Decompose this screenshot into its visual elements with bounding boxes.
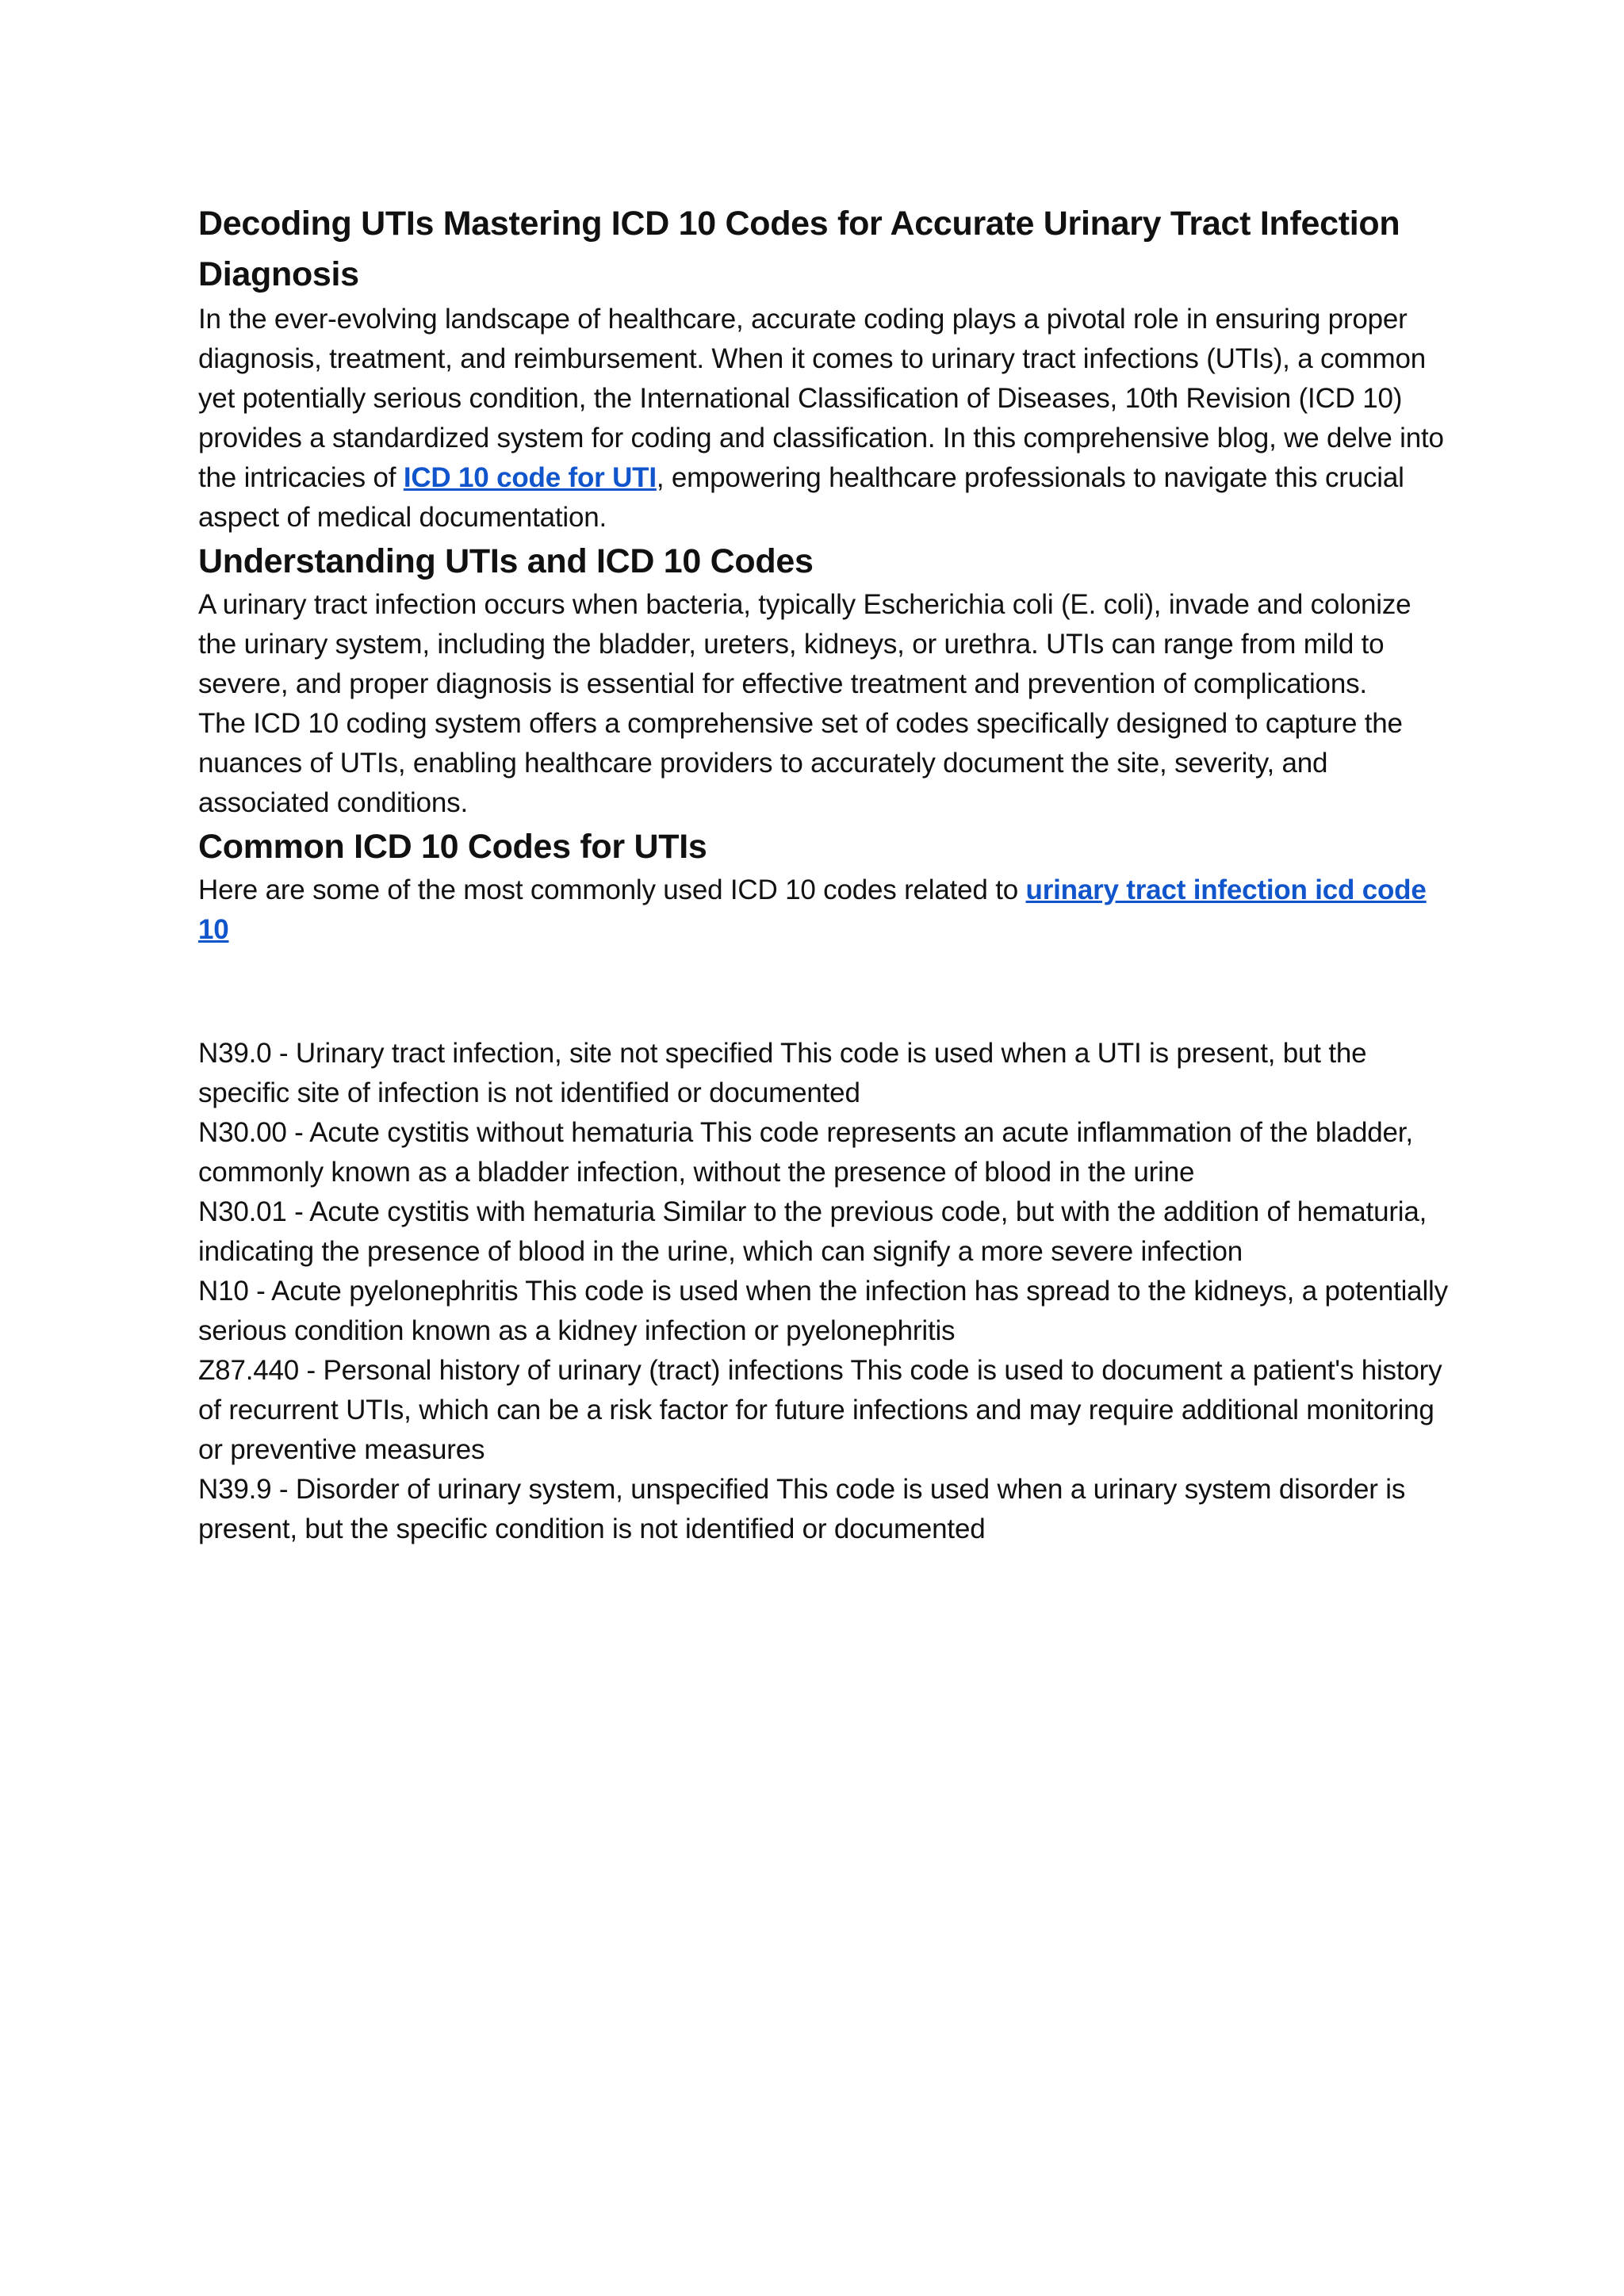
list-item: N39.0 - Urinary tract infection, site not specified This code is used when a UTI is present, but the specific site of infection is not identified or documented [198,1038,1367,1108]
document-page [198,198,1451,1549]
list-item: N30.00 - Acute cystitis without hematuria This code represents an acute inflammation of the bladder, commonly known as a bladder infection, without the presence of blood in the urine [198,1117,1413,1188]
page-title: Decoding UTIs Mastering ICD 10 Codes for Accurate Urinary Tract Infection Diagnosis [198,205,1400,293]
intro-text-before-link: In the ever-evolving landscape of healthcare, accurate coding plays a pivotal role in ensuring proper diagnosis, treatment, and reimbursement. When it comes to urinary tract infections (UTIs), a common yet potentially serious condition, the International Classification of Diseases, 10th Revision (ICD 10) provides a standardized system for coding and classification. In this comprehensive blog, we delve into the intricacies of [198,304,1444,493]
section-heading-understanding: Understanding UTIs and ICD 10 Codes [198,542,814,580]
icd-code-list [198,1034,1451,1549]
common-intro-text: Here are some of the most commonly used ICD 10 codes related to [198,874,1026,905]
intro-paragraph [198,300,1451,538]
intro-text-after-link: , empowering healthcare professionals to navigate this crucial aspect of medical documentation. [198,462,1404,533]
list-item: N39.9 - Disorder of urinary system, unspecified This code is used when a urinary system disorder is present, but the specific condition is not identified or documented [198,1474,1406,1544]
icd-10-code-for-uti-link[interactable]: ICD 10 code for UTI [403,462,657,493]
common-codes-intro [198,871,1451,950]
urinary-tract-infection-icd-code-link[interactable]: urinary tract infection icd code 10 [198,874,1427,945]
list-item: N10 - Acute pyelonephritis This code is used when the infection has spread to the kidneys, a potentially serious condition known as a kidney infection or pyelonephritis [198,1276,1448,1346]
understanding-paragraph-2: The ICD 10 coding system offers a comprehensive set of codes specifically designed to capture the nuances of UTIs, enabling healthcare providers to accurately document the site, severity, and associated conditions. [198,708,1403,818]
list-item: Z87.440 - Personal history of urinary (tract) infections This code is used to document a patient's history of recurrent UTIs, which can be a risk factor for future infections and may require additional monitoring or preventive measures [198,1355,1442,1465]
understanding-paragraph-1: A urinary tract infection occurs when bacteria, typically Escherichia coli (E. coli), invade and colonize the urinary system, including the bladder, ureters, kidneys, or urethra. UTIs can range from mild to severe, and proper diagnosis is essential for effective treatment and prevention of complications. [198,589,1411,699]
section-heading-common-codes: Common ICD 10 Codes for UTIs [198,828,707,866]
list-item: N30.01 - Acute cystitis with hematuria Similar to the previous code, but with the addition of hematuria, indicating the presence of blood in the urine, which can signify a more severe infection [198,1196,1427,1267]
